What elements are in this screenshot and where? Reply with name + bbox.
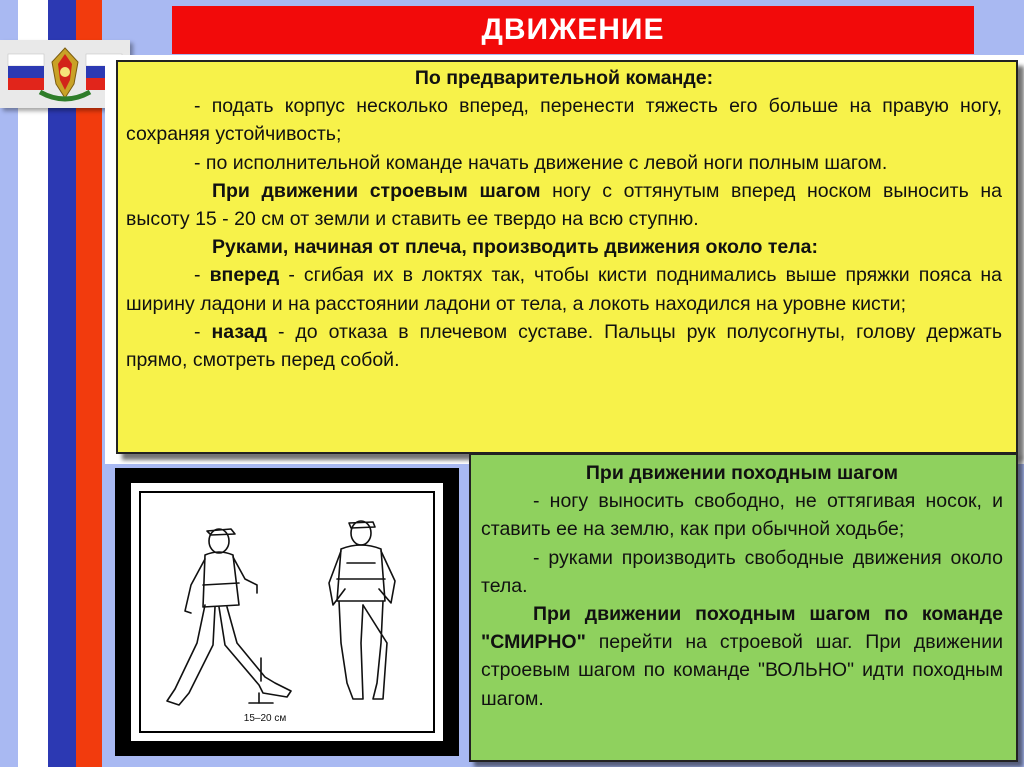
green-para-bold: При движении походным шагом по команде "СМИРНО" [481, 603, 1003, 654]
green-paragraph [481, 600, 1003, 713]
forward-bold: вперед [209, 264, 280, 287]
back-bold: назад [211, 320, 267, 343]
yellow-para-rest: ногу с оттянутым вперед носком выносить на высоту 15 - 20 см от земли и ставить ее твердо на всю ступню. [126, 179, 1003, 231]
illustration-border [139, 491, 435, 733]
page-title: ДВИЖЕНИЕ [481, 13, 665, 46]
dash: - [194, 264, 210, 287]
yellow-panel-text [126, 64, 1002, 374]
back-rest: - до отказа в плечевом суставе. Пальцы рук полусогнуты, голову держать прямо, смотреть перед собой. [126, 320, 1002, 372]
yellow-para-bold: При движении строевым шагом [212, 179, 541, 202]
stripe-red [76, 0, 102, 767]
green-item-2: - руками производить свободные движения около тела. [481, 546, 1003, 597]
yellow-back [126, 318, 1002, 374]
yellow-forward [126, 261, 1002, 317]
stripe-white [18, 0, 48, 767]
dash: - [194, 320, 212, 343]
green-panel-text [481, 459, 1003, 713]
yellow-arms-heading: Руками, начиная от плеча, производить движения около тела: [212, 236, 818, 259]
illustration-frame [115, 468, 459, 756]
measure-label: 15–20 см [243, 713, 287, 724]
green-para-rest: перейти на строевой шаг. При движении строевым шагом по команде "ВОЛЬНО" идти походным шагом. [481, 631, 1003, 710]
stripe-blue [48, 0, 76, 767]
yellow-item-2: - по исполнительной команде начать движение с левой ноги полным шагом. [194, 151, 888, 174]
yellow-item-1: - подать корпус несколько вперед, перенести тяжесть его больше на правую ногу, сохраняя устойчивость; [126, 95, 1002, 146]
green-item-1: - ногу выносить свободно, не оттягивая носок, и ставить ее на землю, как при обычной ходьбе; [481, 490, 1003, 541]
green-heading: При движении походным шагом [585, 462, 899, 484]
title-bar [172, 6, 974, 54]
marching-soldiers-icon [141, 493, 433, 731]
yellow-heading: По предварительной команде: [414, 67, 714, 89]
yellow-paragraph [126, 177, 1002, 233]
forward-rest: - сгибая их в локтях так, чтобы кисти поднимались выше пряжки пояса на ширину ладони и на расстоянии ладони от тела, а локоть находился на уровне кисти; [126, 264, 1002, 315]
illustration [129, 481, 445, 743]
